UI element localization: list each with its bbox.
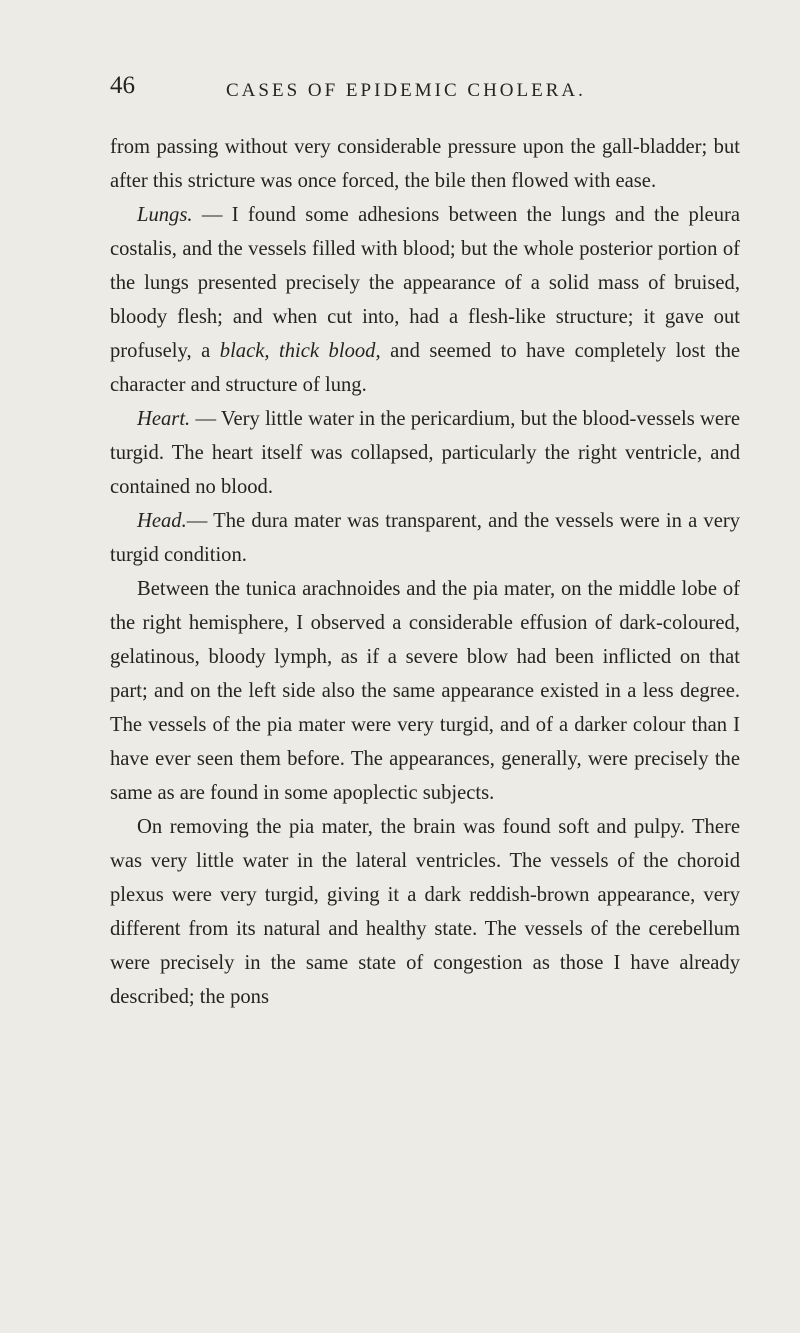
paragraph-heart [110,402,740,504]
running-title: CASES OF EPIDEMIC CHOLERA. [226,80,586,101]
paragraph-text: — The dura mater was transparent, and the vessels were in a very turgid condition. [110,510,740,566]
paragraph-text: Between the tunica arachnoides and the pia mater, on the middle lobe of the right hemisphere, I observed a considerable effusion of dark-coloured, gelatinous, bloody lymph, as if a severe blow had been inflicted on that part; and on the left side also the same appearance existed in a less degree. The vessels of the pia mater were very turgid, and of a darker colour than I have ever seen them before. The appearances, generally, were precisely the same as are found in some apoplectic subjects. [110,578,740,804]
paragraph-lungs [110,198,740,402]
emphasis-text: black, thick blood, [219,340,381,362]
section-heading-heart: Heart. [137,408,191,430]
page-number: 46 [110,72,135,99]
paragraph-text: On removing the pia mater, the brain was found soft and pulpy. There was very little water in the lateral ventricles. The vessels of the choroid plexus were very turgid, giving it a dark reddish-brown appearance, very different from its natural and healthy state. The vessels of the cerebellum were precisely in the same state of congestion as those I have already described; the pons [110,816,740,1008]
paragraph-text: — I found some adhesions between the lungs and the pleura costalis, and the vessels filled with blood; but the whole posterior portion of the lungs presented precisely the appearance of a solid mass of bruised, bloody flesh; and when cut into, had a flesh-like structure; it gave out profusely, a [110,204,740,362]
body-text [110,130,740,1014]
paragraph-text: — Very little water in the pericardium, but the blood-vessels were turgid. The heart itself was collapsed, particularly the right ventricle, and contained no blood. [110,408,740,498]
paragraph-arachnoid [110,572,740,810]
paragraph-brain [110,810,740,1014]
paragraph-text: from passing without very considerable pressure upon the gall-bladder; but after this stricture was once forced, the bile then flowed with ease. [110,136,740,192]
section-heading-lungs: Lungs. [137,204,193,226]
paragraph-text-tail: and seemed to have completely lost the character and structure of lung. [110,340,741,396]
paragraph-head [110,504,740,572]
section-heading-head: Head. [137,510,187,532]
running-head [110,72,750,112]
paragraph-continuation [110,130,740,198]
